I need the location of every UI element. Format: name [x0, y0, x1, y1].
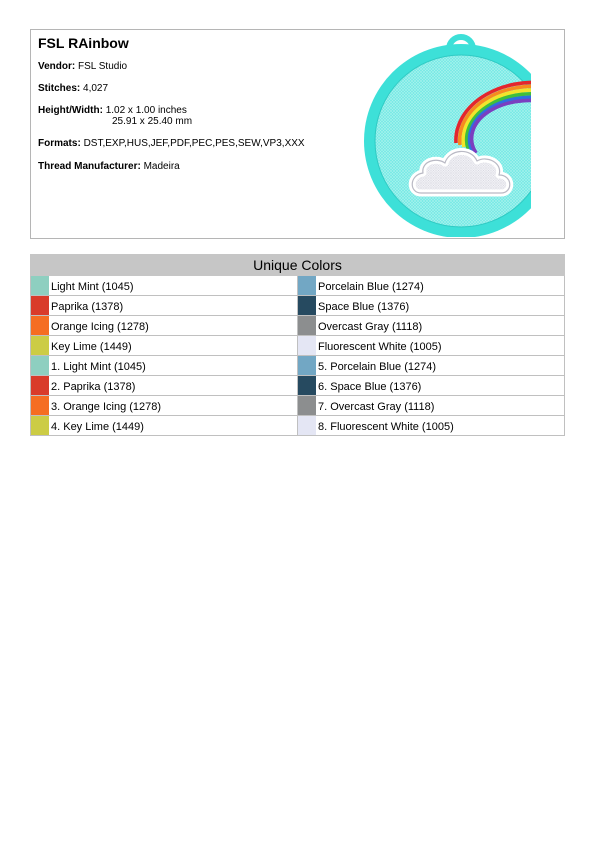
- vendor-line: [38, 61, 127, 72]
- color-swatch: [298, 376, 316, 395]
- color-cell: [31, 316, 298, 336]
- color-label: Space Blue (1376): [318, 301, 410, 313]
- color-cell: [298, 336, 565, 356]
- stitches-value: 4,027: [83, 83, 109, 94]
- color-label: Orange Icing (1278): [51, 321, 149, 333]
- height-width-label: Height/Width:: [38, 105, 103, 116]
- color-cell: [31, 336, 298, 356]
- color-label: 1. Light Mint (1045): [51, 361, 146, 373]
- color-row: [31, 396, 565, 416]
- stitches-line: [38, 83, 108, 94]
- thread-line: [38, 161, 180, 172]
- height-width-mm: 25.91 x 25.40 mm: [112, 116, 193, 127]
- color-cell: [31, 396, 298, 416]
- color-label: Porcelain Blue (1274): [318, 281, 424, 293]
- color-swatch: [31, 376, 49, 395]
- color-label: Fluorescent White (1005): [318, 341, 442, 353]
- color-label: Overcast Gray (1118): [318, 321, 423, 333]
- color-row: [31, 376, 565, 396]
- color-label: 4. Key Lime (1449): [51, 421, 144, 433]
- color-swatch: [298, 296, 316, 315]
- color-swatch: [31, 396, 49, 415]
- unique-colors-header: Unique Colors: [30, 254, 565, 276]
- color-cell: [298, 396, 565, 416]
- thread-value: Madeira: [143, 161, 180, 172]
- color-label: 5. Porcelain Blue (1274): [318, 361, 437, 373]
- color-label: Light Mint (1045): [51, 281, 134, 293]
- formats-value: DST,EXP,HUS,JEF,PDF,PEC,PES,SEW,VP3,XXX: [83, 138, 305, 149]
- design-info-panel: [30, 29, 565, 239]
- color-swatch: [298, 276, 316, 295]
- thread-label: Thread Manufacturer:: [38, 161, 141, 172]
- color-cell: [298, 376, 565, 396]
- color-cell: [31, 296, 298, 316]
- design-preview-image: [361, 33, 531, 237]
- color-label: 6. Space Blue (1376): [318, 381, 422, 393]
- color-swatch: [31, 336, 49, 355]
- color-cell: [298, 296, 565, 316]
- formats-label: Formats:: [38, 138, 81, 149]
- color-row: [31, 296, 565, 316]
- formats-line: [38, 138, 305, 149]
- color-row: [31, 316, 565, 336]
- color-cell: [31, 276, 298, 296]
- color-swatch: [31, 316, 49, 335]
- height-width-line: [38, 105, 192, 127]
- vendor-value: FSL Studio: [78, 61, 128, 72]
- color-swatch: [298, 336, 316, 355]
- color-swatch: [298, 356, 316, 375]
- color-cell: [298, 356, 565, 376]
- color-row: [31, 416, 565, 436]
- color-label: Paprika (1378): [51, 301, 124, 313]
- design-title: FSL RAinbow: [38, 35, 129, 51]
- color-cell: [31, 376, 298, 396]
- color-label: 7. Overcast Gray (1118): [318, 401, 435, 413]
- color-swatch: [31, 356, 49, 375]
- vendor-label: Vendor:: [38, 61, 76, 72]
- unique-colors-table: [30, 276, 565, 436]
- color-cell: [31, 356, 298, 376]
- color-row: [31, 276, 565, 296]
- color-cell: [298, 276, 565, 296]
- color-label: 8. Fluorescent White (1005): [318, 421, 454, 433]
- color-cell: [298, 316, 565, 336]
- color-row: [31, 336, 565, 356]
- color-label: 2. Paprika (1378): [51, 381, 136, 393]
- height-width-inches: 1.02 x 1.00 inches: [105, 105, 187, 116]
- color-swatch: [298, 316, 316, 335]
- color-swatch: [298, 396, 316, 415]
- color-swatch: [31, 276, 49, 295]
- color-swatch: [31, 296, 49, 315]
- color-swatch: [298, 416, 316, 435]
- color-cell: [298, 416, 565, 436]
- color-label: Key Lime (1449): [51, 341, 132, 353]
- color-swatch: [31, 416, 49, 435]
- stitches-label: Stitches:: [38, 83, 81, 94]
- color-label: 3. Orange Icing (1278): [51, 401, 162, 413]
- color-cell: [31, 416, 298, 436]
- color-row: [31, 356, 565, 376]
